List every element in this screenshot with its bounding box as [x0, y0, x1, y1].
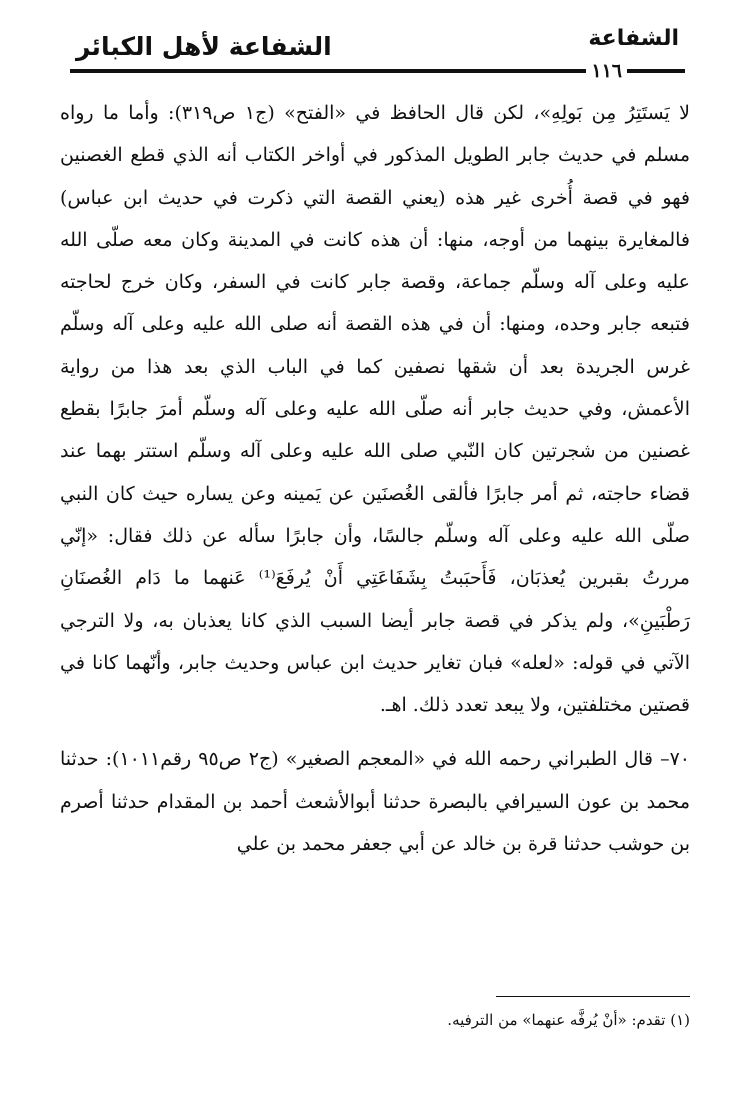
paragraph-69-continued: لا يَستَتِرُ مِن بَولِهِ»، لكن قال الحافظ في «الفتح» (ج١ ص٣١٩): وأما ما رواه مسلم في حديث جابر الطويل المذكور في أواخر الكتاب أنه الذي قطع الغصنين فهو في قصة أُخرى غير هذه (يعني القصة التي ذكرت في حديث ابن عباس) فالمغايرة بينهما من أوجه، منها: أن هذه كانت في المدينة وكان معه صلّى الله عليه وعلى آله وسلّم جماعة، وقصة جابر كانت في السفر، وكان خرج لحاجته فتبعه جابر وحده، ومنها: أن في هذه القصة أنه صلى الله عليه وعلى آله وسلّم غرس الجريدة بعد أن شقها نصفين كما في الباب الذي بعد هذا من رواية الأعمش، وفي حديث جابر أنه صلّى الله عليه وعلى آله وسلّم أمرَ جابرًا بقطع غصنين من شجرتين كان النّبي صلى الله عليه وعلى آله وسلّم استتر بهما عند قضاء حاجته، ثم أمر جابرًا فألقى الغُصنَين عن يَمينه وعن يساره حيث كان النبي صلّى الله عليه وعلى آله وسلّم جالسًا، وأن جابرًا سأله عن ذلك فقال: «إنّي مررتُ بقبرين يُعذبَان، فَأَحبَبتُ بِشَفَاعَتِي أَنْ يُرفَعَ⁽¹⁾ عَنهما ما دَام الغُصنَانِ رَطْبَينِ»، ولم يذكر في قصة جابر أيضا السبب الذي كانا يعذبان به، ولا الترجي الآتي في قوله: «لعله» فبان تغاير حديث ابن عباس وحديث جابر، وأنّهما كانا في قصتين مختلفتين، ولا يبعد تعدد ذلك. اهـ.	[60, 102, 691, 717]
footnote-separator	[496, 996, 690, 997]
running-title: الشفاعة لأهل الكبائر	[76, 32, 332, 61]
page-number: ١١٦	[586, 60, 627, 82]
main-text	[60, 92, 690, 865]
footnote-1: (١) تقدم: «أنْ يُرفَّه عنهما» من الترفيه.	[447, 1011, 690, 1029]
paragraph-70: ٧٠– قال الطبراني رحمه الله في «المعجم الصغير» (ج٢ ص٩٥ رقم١٠١١): حدثنا محمد بن عون السيرافي بالبصرة حدثنا أبوالأشعث أحمد بن المقدام حدثنا أصرم بن حوشب حدثنا قرة بن خالد عن أبي جعفر محمد بن علي	[60, 748, 690, 856]
series-mark: الشفاعة	[588, 26, 679, 51]
page-header	[70, 22, 685, 82]
